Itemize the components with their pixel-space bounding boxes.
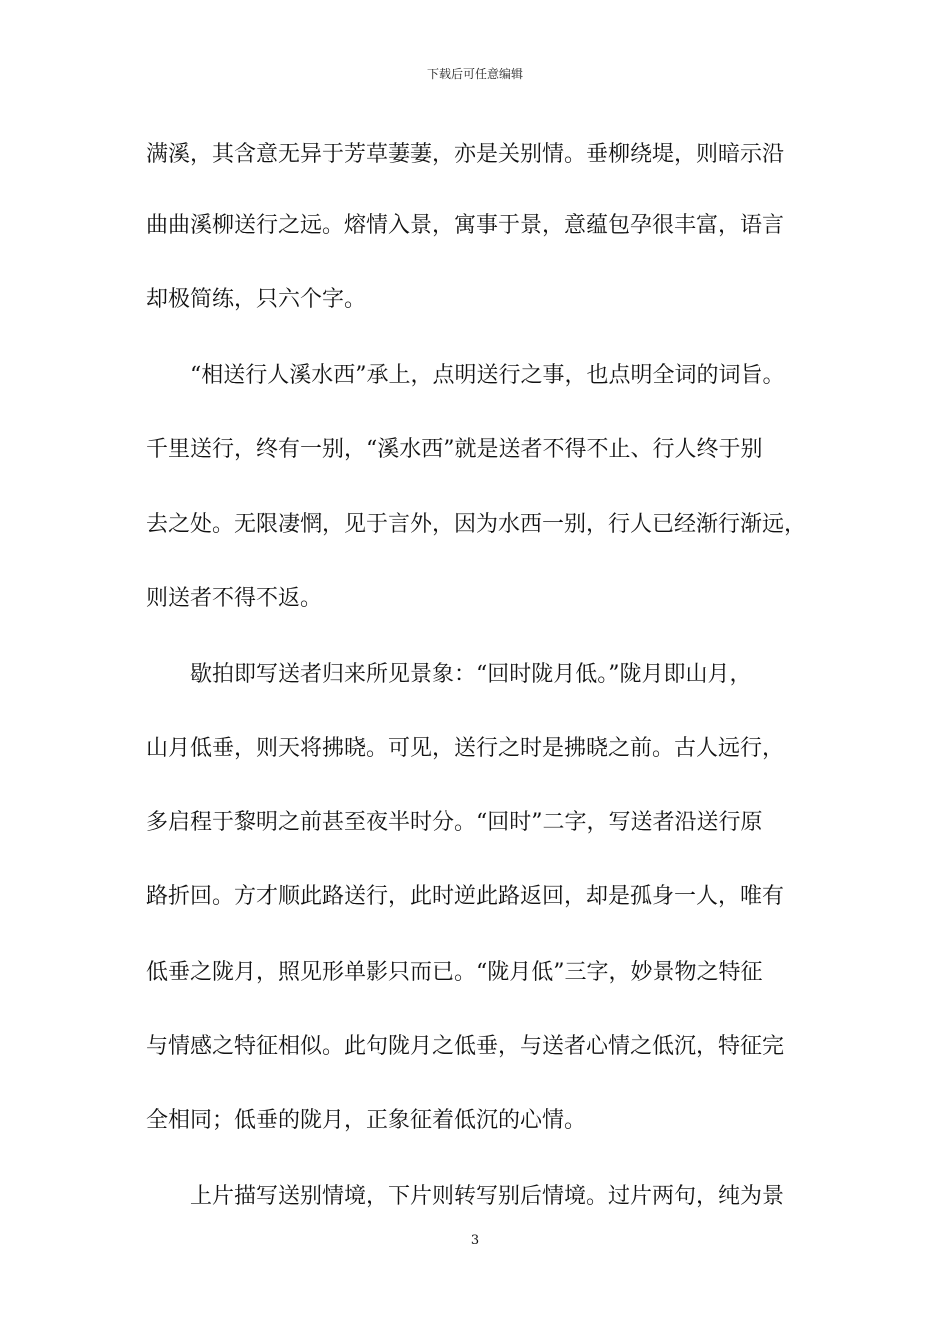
text-line: 满溪，其含意无异于芳草萋萋，亦是关别情。垂柳绕堤，则暗示沿: [146, 142, 785, 167]
page-number: 3: [470, 1233, 480, 1248]
text-line: 与情感之特征相似。此句陇月之低垂，与送者心情之低沉，特征完: [146, 1034, 785, 1059]
page-header: 下载后可任意编辑: [426, 67, 523, 81]
text-line: “相送行人溪水西”承上，点明送行之事，也点明全词的词旨。: [146, 363, 785, 388]
text-line: 曲曲溪柳送行之远。熔情入景，寓事于景，意蕴包孕很丰富，语言: [146, 213, 785, 238]
text-line: 却极简练，只六个字。: [146, 287, 367, 312]
text-line: 路折回。方才顺此路送行，此时逆此路返回，却是孤身一人，唯有: [146, 884, 785, 909]
text-line: 则送者不得不返。: [146, 586, 323, 611]
text-line: 全相同；低垂的陇月，正象征着低沉的心情。: [146, 1108, 587, 1133]
text-line: 山月低垂，则天将拂晓。可见，送行之时是拂晓之前。古人远行，: [146, 736, 785, 761]
text-line: 上片描写送别情境，下片则转写别后情境。过片两句，纯为景: [146, 1184, 785, 1209]
text-line: 多启程于黎明之前甚至夜半时分。“回时”二字，写送者沿送行原: [146, 810, 763, 835]
text-line: 千里送行，终有一别，“溪水西”就是送者不得不止、行人终于别: [146, 437, 763, 462]
text-line: 低垂之陇月，照见形单影只而已。“陇月低”三字，妙景物之特征: [146, 960, 763, 985]
text-line: 歇拍即写送者归来所见景象：“回时陇月低。”陇月即山月，: [146, 662, 752, 687]
text-line: 去之处。无限凄惘，见于言外，因为水西一别，行人已经渐行渐远，: [146, 512, 807, 537]
